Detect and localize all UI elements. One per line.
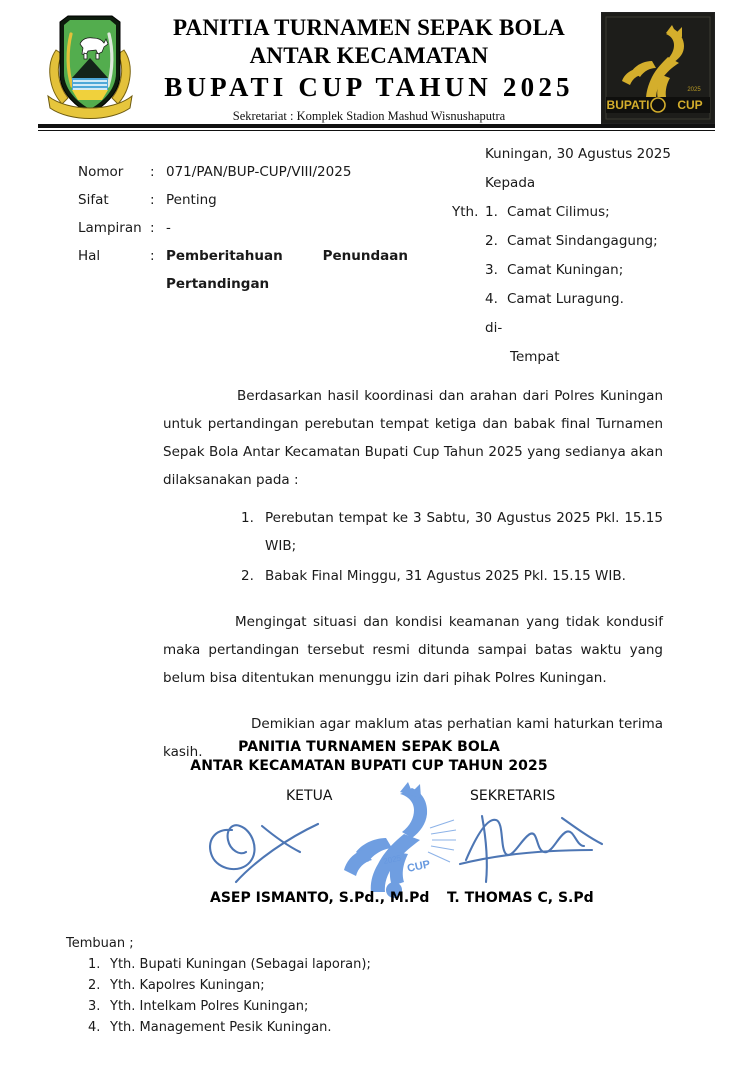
recipient-number: 2. <box>485 233 498 249</box>
body-paragraph-3: Demikian agar maklum atas perhatian kami haturkan terima kasih. <box>163 716 663 760</box>
signer-name-ketua: ASEP ISMANTO, S.Pd., M.Pd <box>210 890 430 906</box>
recipient-number: 3. <box>485 262 498 278</box>
cc-number: 4. <box>88 1020 101 1035</box>
match-schedule-list <box>163 504 663 590</box>
match-text: Babak Final Minggu, 31 Agustus 2025 Pkl. 15.15 WIB. <box>265 568 626 584</box>
letterhead-titles <box>150 14 588 124</box>
reference-row-hal <box>78 242 408 270</box>
recipient-text: Camat Luragung. <box>507 291 624 307</box>
list-item <box>485 256 738 285</box>
recipient-text: Camat Sindangagung; <box>507 233 658 249</box>
cc-number: 2. <box>88 978 101 993</box>
signature-mark-sekretaris <box>452 798 622 888</box>
colon-lampiran: : <box>150 220 155 236</box>
cc-block <box>66 933 526 1038</box>
cc-text: Yth. Management Pesik Kuningan. <box>110 1020 332 1035</box>
tempat-label: Tempat <box>510 349 560 365</box>
list-item <box>485 285 738 314</box>
signer-name-sekretaris: T. THOMAS C, S.Pd <box>447 890 594 906</box>
value-nomor: 071/PAN/BUP-CUP/VIII/2025 <box>166 164 352 180</box>
svg-text:BUPATI: BUPATI <box>606 98 650 112</box>
value-lampiran: - <box>166 220 171 236</box>
bupati-cup-horse-logo-icon <box>601 12 715 124</box>
cc-text: Yth. Kapolres Kuningan; <box>110 978 265 993</box>
yth-label: Yth. <box>452 204 479 220</box>
list-item <box>241 504 663 560</box>
reference-row-nomor <box>78 158 408 186</box>
header-rule-thick <box>38 124 715 128</box>
recipient-text: Camat Kuningan; <box>507 262 624 278</box>
recipient-list <box>485 198 738 314</box>
body-paragraph-2: Mengingat situasi dan kondisi keamanan yang tidak kondusif maka pertandingan tersebut resmi ditunda sampai batas waktu yang belum bisa ditentukan menunggu izin dari pihak Polres Kuningan. <box>163 614 663 686</box>
svg-text:CUP: CUP <box>406 858 432 875</box>
recipient-list-wrap <box>452 198 738 314</box>
list-item <box>88 1017 526 1038</box>
recipient-number: 1. <box>485 204 498 220</box>
value-sifat: Penting <box>166 192 217 208</box>
label-lampiran: Lampiran <box>78 220 142 236</box>
list-item <box>88 954 526 975</box>
value-hal-line1 <box>166 242 408 270</box>
kepada-label: Kepada <box>485 175 536 191</box>
cc-title: Tembuan ; <box>66 936 134 951</box>
recipient-block <box>452 140 738 372</box>
body-paragraph-1: Berdasarkan hasil koordinasi dan arahan dari Polres Kuningan untuk pertandingan perebutan tempat ketiga dan babak final Turnamen Sepak Bola Antar Kecamatan Bupati Cup Tahun 2025 yang sedianya akan dilaksanakan pada : <box>163 388 663 488</box>
label-sifat: Sifat <box>78 192 109 208</box>
cc-text: Yth. Bupati Kuningan (Sebagai laporan); <box>110 957 371 972</box>
svg-text:2025: 2025 <box>687 87 701 93</box>
cc-text: Yth. Intelkam Polres Kuningan; <box>110 999 309 1014</box>
header-rule-thin <box>38 130 715 131</box>
letterhead <box>0 0 738 122</box>
match-number: 1. <box>241 510 254 526</box>
subject-word-2: Penundaan <box>322 248 408 264</box>
cc-number: 1. <box>88 957 101 972</box>
role-sekretaris: SEKRETARIS <box>470 788 556 804</box>
colon-nomor: : <box>150 164 155 180</box>
svg-text:CUP: CUP <box>677 98 703 112</box>
label-hal: Hal <box>78 248 101 264</box>
letter-body <box>163 382 663 766</box>
role-ketua: KETUA <box>286 788 333 804</box>
svg-text:2025: 2025 <box>382 853 402 866</box>
colon-sifat: : <box>150 192 155 208</box>
place-and-date: Kuningan, 30 Agustus 2025 <box>485 146 671 162</box>
recipient-text: Camat Cilimus; <box>507 204 610 220</box>
header-line-1: PANITIA TURNAMEN SEPAK BOLA <box>173 15 565 40</box>
signature-block <box>0 738 738 914</box>
header-line-2: ANTAR KECAMATAN <box>249 43 489 69</box>
value-hal-line2: Pertandingan <box>166 276 270 292</box>
subject-word-1: Pemberitahuan <box>166 248 283 264</box>
list-item <box>88 996 526 1017</box>
signature-names <box>0 890 738 914</box>
list-item <box>485 198 738 227</box>
reference-row-sifat <box>78 186 408 214</box>
secretariat-address: Sekretariat : Komplek Stadion Mashud Wisnushaputra <box>232 108 506 123</box>
match-text: Perebutan tempat ke 3 Sabtu, 30 Agustus 2025 Pkl. 15.15 WIB; <box>265 510 663 554</box>
header-line-3: BUPATI CUP TAHUN 2025 <box>164 72 574 103</box>
bupati-cup-stamp-icon <box>338 780 464 900</box>
signing-org-line-1: PANITIA TURNAMEN SEPAK BOLA <box>238 739 500 755</box>
kuningan-regency-emblem-icon <box>38 12 142 120</box>
signature-columns <box>0 788 738 888</box>
colon-hal: : <box>150 248 155 264</box>
cc-number: 3. <box>88 999 101 1014</box>
list-item <box>485 227 738 256</box>
reference-block <box>78 158 408 298</box>
cc-list <box>66 954 526 1038</box>
signing-org-line-2: ANTAR KECAMATAN BUPATI CUP TAHUN 2025 <box>190 758 548 774</box>
recipient-number: 4. <box>485 291 498 307</box>
label-nomor: Nomor <box>78 164 124 180</box>
list-item <box>241 562 663 590</box>
reference-row-lampiran <box>78 214 408 242</box>
list-item <box>88 975 526 996</box>
match-number: 2. <box>241 568 254 584</box>
di-label: di- <box>485 320 503 336</box>
